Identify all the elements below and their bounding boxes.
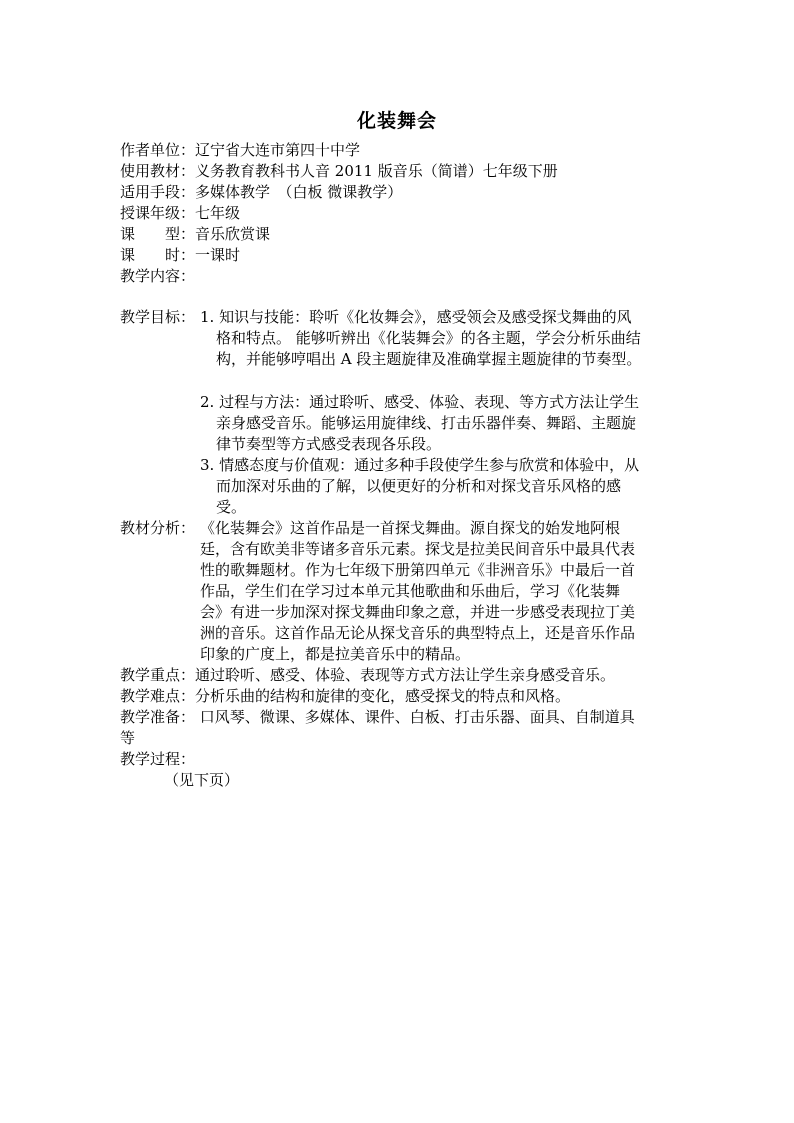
key-points-row: [120, 665, 615, 685]
process-note: （见下页）: [164, 771, 240, 789]
analysis-label: 教材分析：: [120, 519, 196, 537]
analysis-line: 印象的广度上，都是拉美音乐中的精品。: [200, 645, 471, 663]
preparation-label: 教学准备：: [120, 708, 196, 726]
objective-2-line: 律节奏型等方式感受表现各乐段。: [216, 435, 442, 453]
meta-lesson-type: [120, 224, 270, 244]
meta-value: 音乐欣赏课: [195, 225, 271, 243]
page-title: 化装舞会: [356, 110, 437, 132]
objective-1-line: 1. 知识与技能：聆听《化妆舞会》，感受领会及感受探戈舞曲的风: [200, 308, 632, 326]
meta-label: 适用手段：: [120, 183, 196, 201]
difficulties-value: 分析乐曲的结构和旋律的变化，感受探戈的特点和风格。: [195, 687, 571, 705]
analysis-line: 洲的音乐。这首作品无论从探戈音乐的典型特点上，还是音乐作品: [200, 624, 636, 642]
preparation-value: 口风琴、微课、多媒体、课件、白板、打击乐器、面具、自制道具: [195, 708, 635, 726]
objective-3-line: 而加深对乐曲的了解，以便更好的分析和对探戈音乐风格的感: [216, 477, 622, 495]
analysis-line: 作品，学生们在学习过本单元其他歌曲和乐曲后，学习《化装舞: [200, 582, 621, 600]
objective-2-line: 亲身感受音乐。能够运用旋律线、打击乐器伴奏、舞蹈、主题旋: [216, 414, 637, 432]
meta-value: 辽宁省大连市第四十中学: [195, 141, 361, 159]
meta-value: 义务教育教科书人音 2011 版音乐（简谱）七年级下册: [195, 162, 558, 180]
preparation-wrap: 等: [120, 729, 136, 747]
meta-content: [120, 266, 195, 286]
meta-value: 七年级: [195, 204, 241, 222]
meta-value: 一课时: [195, 246, 241, 264]
objective-1-line: 格和特点。 能够听辨出《化装舞会》的各主题，学会分析乐曲结: [216, 329, 641, 347]
meta-label: 课 型：: [120, 225, 196, 243]
meta-author-unit: [120, 140, 360, 160]
meta-label: 使用教材：: [120, 162, 196, 180]
meta-grade: [120, 203, 240, 223]
analysis-line: 性的歌舞题材。作为七年级下册第四单元《非洲音乐》中最后一首: [200, 561, 636, 579]
preparation-row: [120, 707, 635, 727]
objective-3-line: 受。: [216, 498, 247, 516]
key-points-label: 教学重点：: [120, 666, 196, 684]
difficulties-row: [120, 686, 570, 706]
key-points-value: 通过聆听、感受、体验、表现等方式方法让学生亲身感受音乐。: [195, 666, 616, 684]
objective-2-line: 2. 过程与方法：通过聆听、感受、体验、表现、等方式方法让学生: [200, 393, 640, 411]
meta-label: 课 时：: [120, 246, 196, 264]
objectives-label: 教学目标：: [120, 308, 196, 326]
meta-label: 授课年级：: [120, 204, 196, 222]
meta-class-hours: [120, 245, 240, 265]
difficulties-label: 教学难点：: [120, 687, 196, 705]
analysis-line: 廷，含有欧美非等诸多音乐元素。探戈是拉美民间音乐中最具代表: [200, 540, 636, 558]
meta-value: 多媒体教学 （白板 微课教学）: [195, 183, 403, 201]
objective-1-line: 构，并能够哼唱出 A 段主题旋律及准确掌握主题旋律的节奏型。: [216, 350, 642, 368]
objective-3-line: 3. 情感态度与价值观：通过多种手段使学生参与欣赏和体验中，从: [200, 456, 640, 474]
meta-textbook: [120, 161, 558, 181]
analysis-line: 会》有进一步加深对探戈舞曲印象之意，并进一步感受表现拉丁美: [200, 603, 636, 621]
analysis-line: 《化装舞会》这首作品是一首探戈舞曲。源自探戈的始发地阿根: [200, 519, 621, 537]
meta-label: 作者单位：: [120, 141, 196, 159]
process-label: 教学过程：: [120, 750, 196, 768]
meta-means: [120, 182, 402, 202]
meta-label: 教学内容：: [120, 267, 196, 285]
